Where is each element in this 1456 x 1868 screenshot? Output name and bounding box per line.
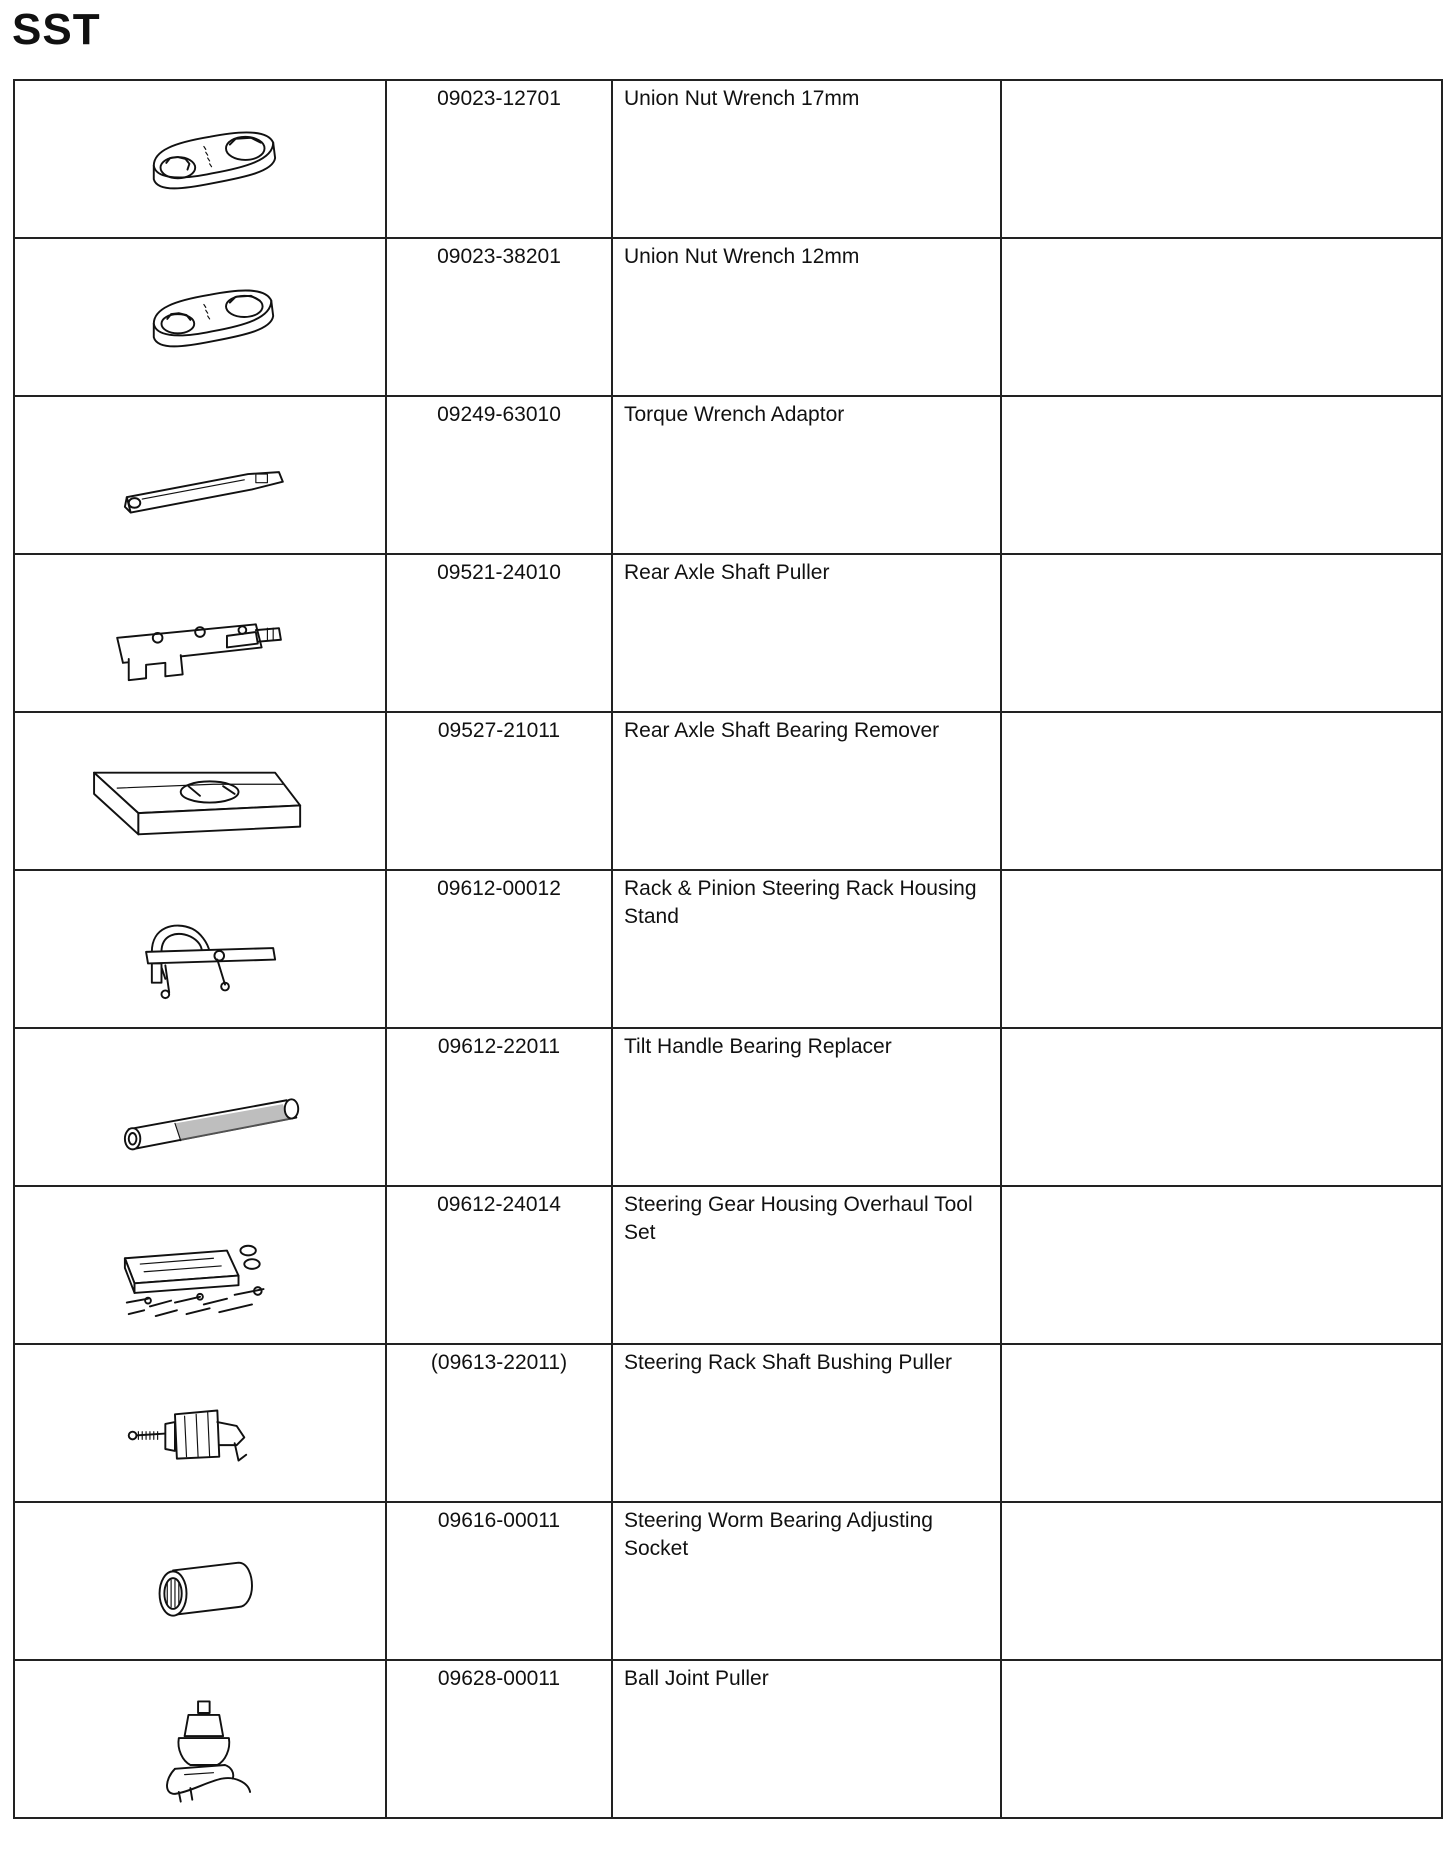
tool-number: 09612-00012 (386, 870, 612, 1028)
union-nut-wrench-icon (15, 239, 385, 395)
housing-stand-icon (15, 871, 385, 1027)
table-row (14, 80, 1442, 238)
tool-note (1001, 1028, 1442, 1186)
table-row (14, 1028, 1442, 1186)
tool-image-cell (14, 712, 386, 870)
tool-image-cell (14, 554, 386, 712)
tool-number: 09612-22011 (386, 1028, 612, 1186)
table-row (14, 238, 1442, 396)
tool-number: 09023-38201 (386, 238, 612, 396)
tool-name: Rear Axle Shaft Bearing Remover (612, 712, 1001, 870)
tool-image-cell (14, 1028, 386, 1186)
tool-note (1001, 396, 1442, 554)
tool-image-cell (14, 1660, 386, 1818)
table-row (14, 396, 1442, 554)
bushing-puller-icon (15, 1345, 385, 1501)
tool-image-cell (14, 1344, 386, 1502)
tool-name: Torque Wrench Adaptor (612, 396, 1001, 554)
table-row (14, 554, 1442, 712)
tool-name: Steering Worm Bearing Adjusting Socket (612, 1502, 1001, 1660)
torque-wrench-adaptor-icon (15, 397, 385, 553)
sst-table (13, 79, 1443, 1819)
table-row (14, 870, 1442, 1028)
tool-number: 09612-24014 (386, 1186, 612, 1344)
tool-note (1001, 554, 1442, 712)
tool-note (1001, 1502, 1442, 1660)
table-row (14, 1344, 1442, 1502)
tool-note (1001, 80, 1442, 238)
tool-note (1001, 238, 1442, 396)
union-nut-wrench-icon (15, 81, 385, 237)
tool-image-cell (14, 1186, 386, 1344)
tool-name: Rear Axle Shaft Puller (612, 554, 1001, 712)
page-title: SST (12, 5, 101, 54)
tool-number: 09628-00011 (386, 1660, 612, 1818)
table-row (14, 1186, 1442, 1344)
tool-name: Tilt Handle Bearing Replacer (612, 1028, 1001, 1186)
tool-image-cell (14, 870, 386, 1028)
tool-number: 09249-63010 (386, 396, 612, 554)
tool-image-cell (14, 80, 386, 238)
tool-note (1001, 1660, 1442, 1818)
tool-image-cell (14, 238, 386, 396)
tool-image-cell (14, 1502, 386, 1660)
tool-name: Steering Rack Shaft Bushing Puller (612, 1344, 1001, 1502)
tool-name: Union Nut Wrench 17mm (612, 80, 1001, 238)
bearing-remover-plate-icon (15, 713, 385, 869)
tool-note (1001, 1186, 1442, 1344)
tool-number: (09613-22011) (386, 1344, 612, 1502)
tool-note (1001, 712, 1442, 870)
bearing-replacer-tube-icon (15, 1029, 385, 1185)
tool-note (1001, 1344, 1442, 1502)
tool-name: Union Nut Wrench 12mm (612, 238, 1001, 396)
tool-name: Ball Joint Puller (612, 1660, 1001, 1818)
tool-note (1001, 870, 1442, 1028)
ball-joint-puller-icon (15, 1661, 385, 1817)
tool-number: 09521-24010 (386, 554, 612, 712)
table-row (14, 712, 1442, 870)
tool-number: 09023-12701 (386, 80, 612, 238)
table-row (14, 1660, 1442, 1818)
tool-name: Rack & Pinion Steering Rack Housing Stand (612, 870, 1001, 1028)
tool-name: Steering Gear Housing Overhaul Tool Set (612, 1186, 1001, 1344)
tool-number: 09616-00011 (386, 1502, 612, 1660)
tool-number: 09527-21011 (386, 712, 612, 870)
tool-set-case-icon (15, 1187, 385, 1343)
axle-shaft-puller-icon (15, 555, 385, 711)
adjusting-socket-icon (15, 1503, 385, 1659)
tool-image-cell (14, 396, 386, 554)
table-row (14, 1502, 1442, 1660)
